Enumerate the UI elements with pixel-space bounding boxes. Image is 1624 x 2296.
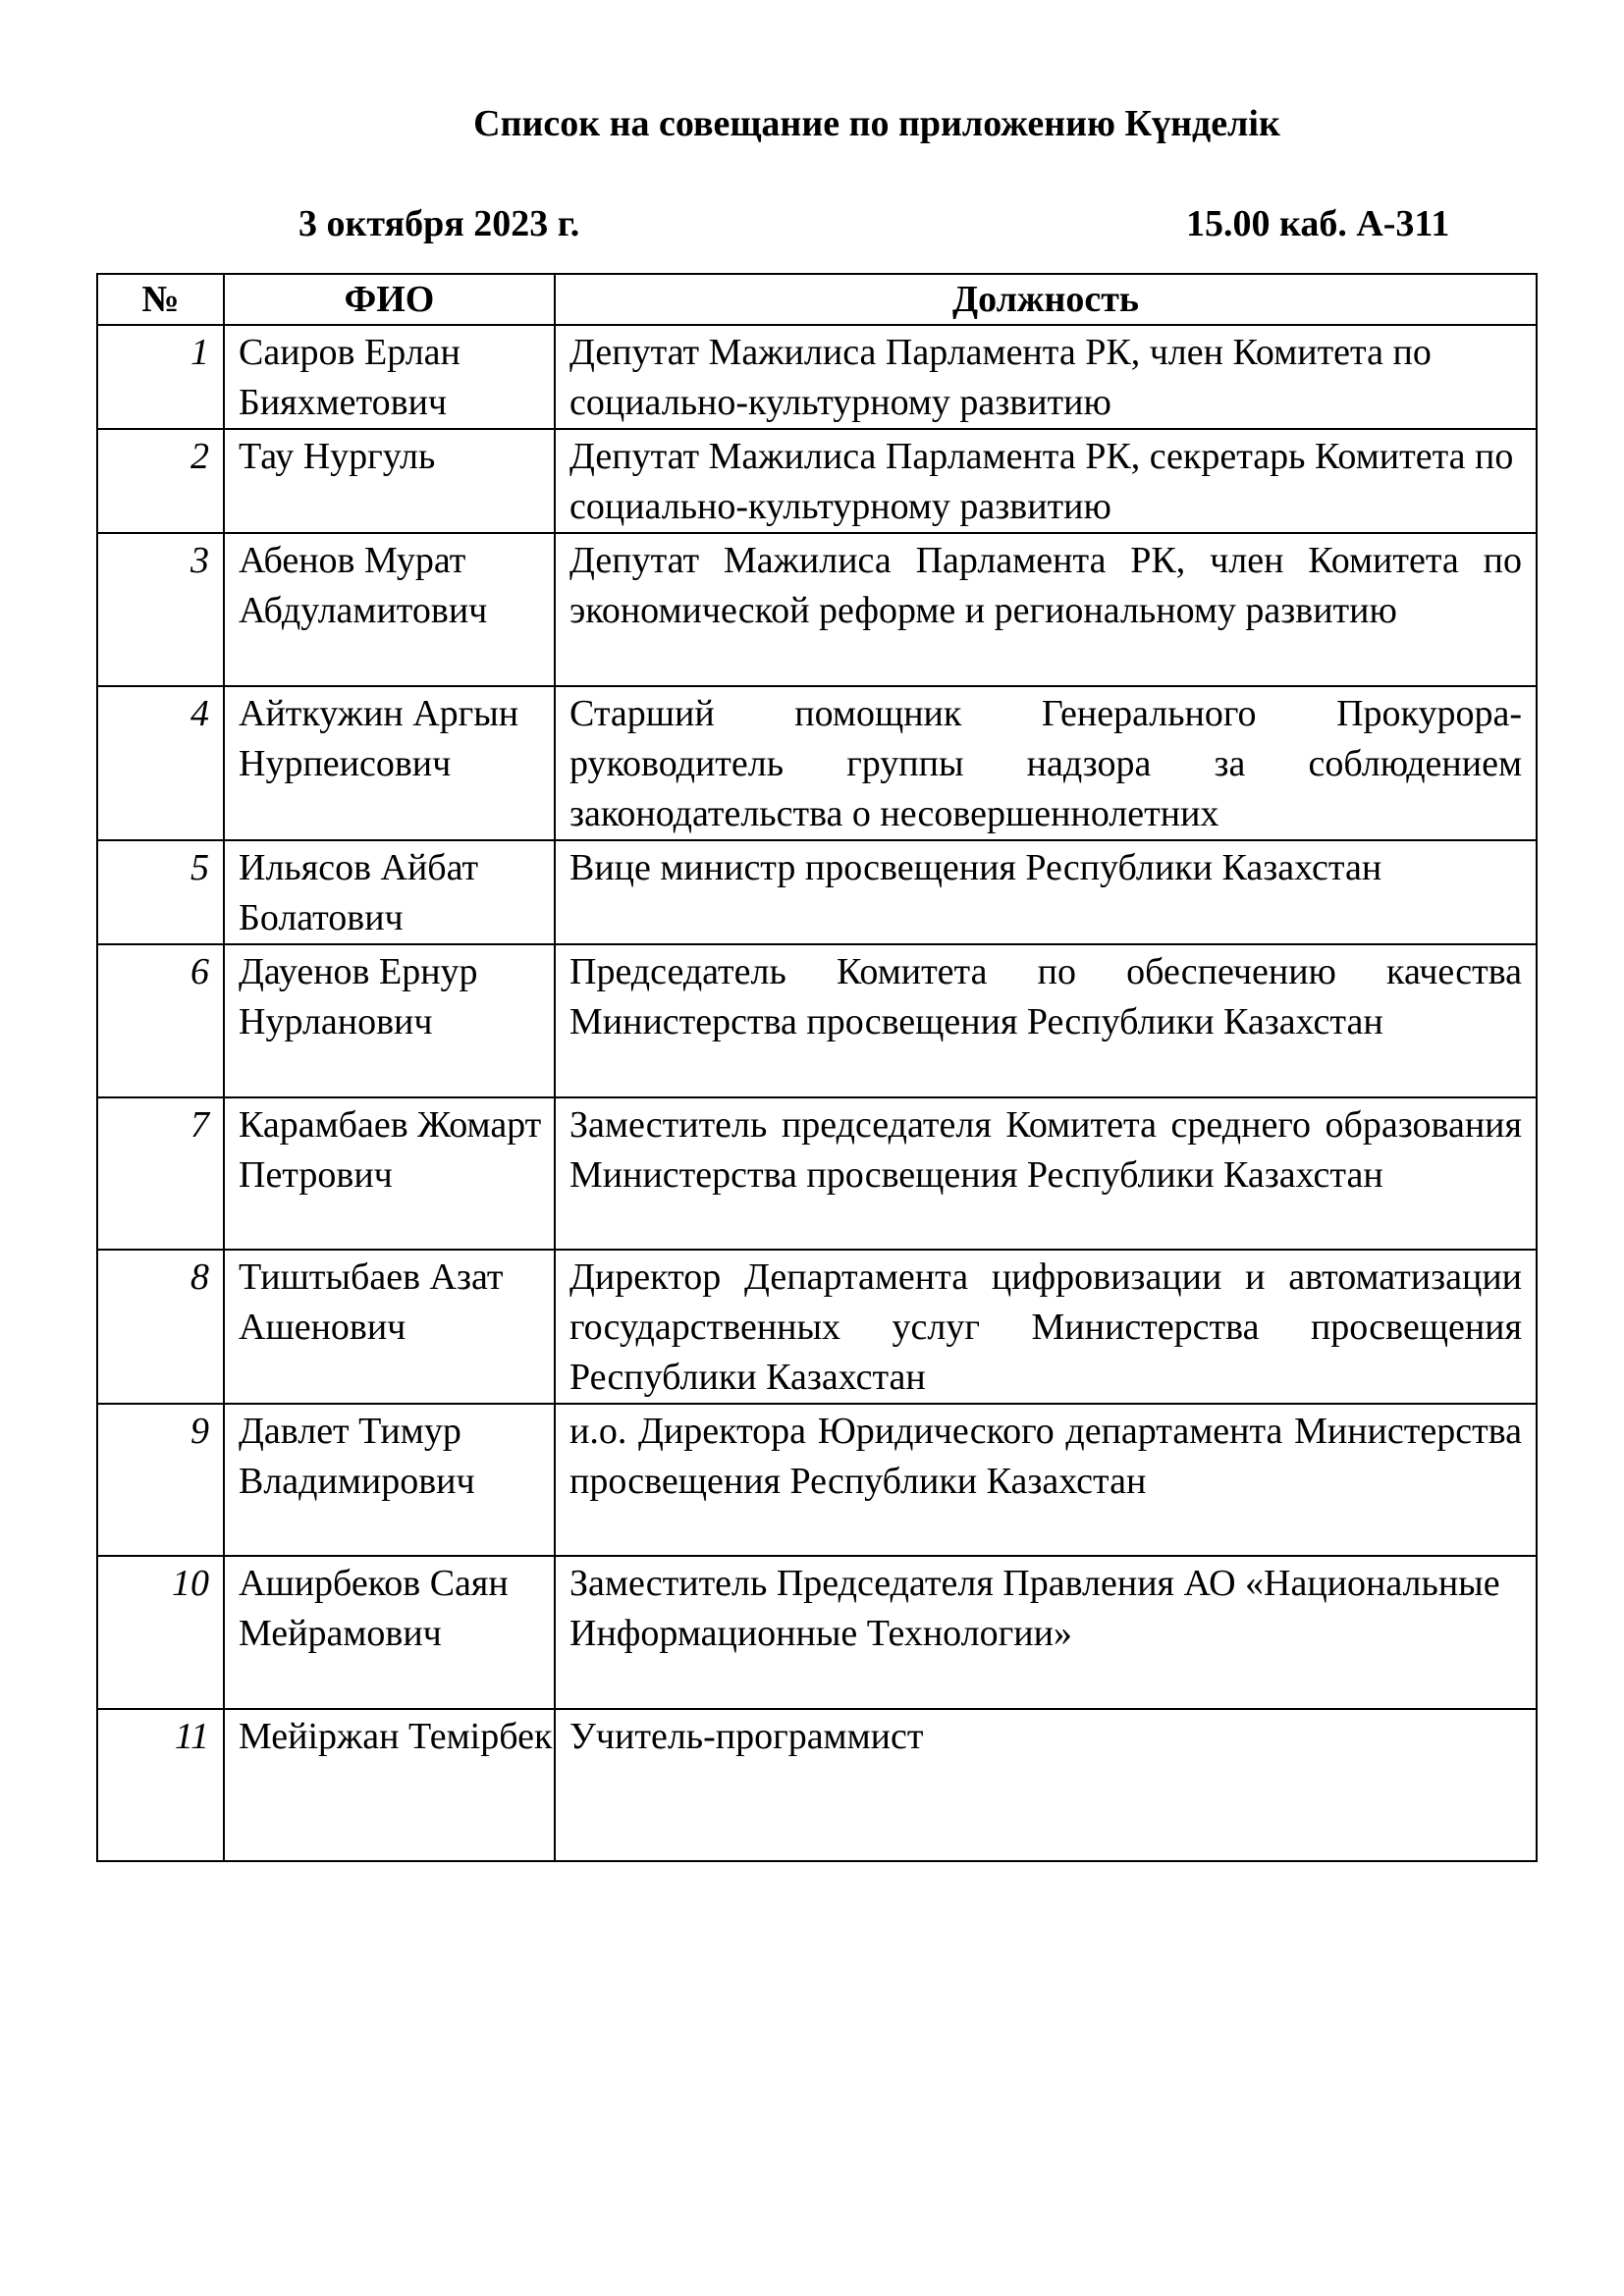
attendee-position: Заместитель Председателя Правления АО «Национальные Информационные Технологии»: [555, 1556, 1537, 1709]
attendee-name: Дауенов Ернур Нурланович: [224, 944, 555, 1097]
attendee-position: Председатель Комитета по обеспечению качества Министерства просвещения Республики Казахстан: [555, 944, 1537, 1097]
attendee-name: Давлет Тимур Владимирович: [224, 1404, 555, 1556]
table-row: [97, 533, 1537, 686]
attendee-name: Тиштыбаев Азат Ашенович: [224, 1250, 555, 1404]
attendee-position: Депутат Мажилиса Парламента РК, член Комитета по экономической реформе и региональному развитию: [555, 533, 1537, 686]
attendee-position: Депутат Мажилиса Парламента РК, секретарь Комитета по социально-культурному развитию: [555, 429, 1537, 533]
attendee-name: Карамбаев Жомарт Петрович: [224, 1097, 555, 1250]
attendee-position: Депутат Мажилиса Парламента РК, член Комитета по социально-культурному развитию: [555, 325, 1537, 429]
attendee-position: Старший помощник Генерального Прокурора-руководитель группы надзора за соблюдением законодательства о несовершеннолетних: [555, 686, 1537, 840]
table-row: [97, 1097, 1537, 1250]
table-row: [97, 1709, 1537, 1861]
attendee-name: Саиров Ерлан Бияхметович: [224, 325, 555, 429]
row-number: 10: [97, 1556, 224, 1709]
attendee-name: Аширбеков Саян Мейрамович: [224, 1556, 555, 1709]
column-header-name: ФИО: [224, 274, 555, 325]
meeting-time-place: 15.00 каб. А-311: [1186, 203, 1450, 244]
attendee-name: Мейіржан Темірбек: [224, 1709, 555, 1861]
column-header-position: Должность: [555, 274, 1537, 325]
row-number: 5: [97, 840, 224, 944]
attendee-name: Ильясов Айбат Болатович: [224, 840, 555, 944]
attendee-position: Заместитель председателя Комитета среднего образования Министерства просвещения Республики Казахстан: [555, 1097, 1537, 1250]
row-number: 11: [97, 1709, 224, 1861]
table-row: [97, 1556, 1537, 1709]
row-number: 3: [97, 533, 224, 686]
row-number: 1: [97, 325, 224, 429]
table-row: [97, 1250, 1537, 1404]
attendee-name: Абенов Мурат Абдуламитович: [224, 533, 555, 686]
row-number: 7: [97, 1097, 224, 1250]
table-row: [97, 686, 1537, 840]
table-row: [97, 944, 1537, 1097]
attendee-position: Вице министр просвещения Республики Казахстан: [555, 840, 1537, 944]
attendee-position: Директор Департамента цифровизации и автоматизации государственных услуг Министерства просвещения Республики Казахстан: [555, 1250, 1537, 1404]
table-header-row: [97, 274, 1537, 325]
attendee-position: Учитель-программист: [555, 1709, 1537, 1861]
attendee-position: и.о. Директора Юридического департамента Министерства просвещения Республики Казахстан: [555, 1404, 1537, 1556]
attendee-table: [96, 273, 1538, 1862]
table-row: [97, 840, 1537, 944]
row-number: 9: [97, 1404, 224, 1556]
row-number: 6: [97, 944, 224, 1097]
column-header-number: №: [97, 274, 224, 325]
table-row: [97, 325, 1537, 429]
table-row: [97, 429, 1537, 533]
document-title: Список на совещание по приложению Күнделік: [473, 103, 1280, 144]
meeting-date: 3 октября 2023 г.: [298, 203, 580, 244]
table-row: [97, 1404, 1537, 1556]
row-number: 2: [97, 429, 224, 533]
row-number: 4: [97, 686, 224, 840]
attendee-name: Тау Нургуль: [224, 429, 555, 533]
attendee-name: Айткужин Аргын Нурпеисович: [224, 686, 555, 840]
row-number: 8: [97, 1250, 224, 1404]
